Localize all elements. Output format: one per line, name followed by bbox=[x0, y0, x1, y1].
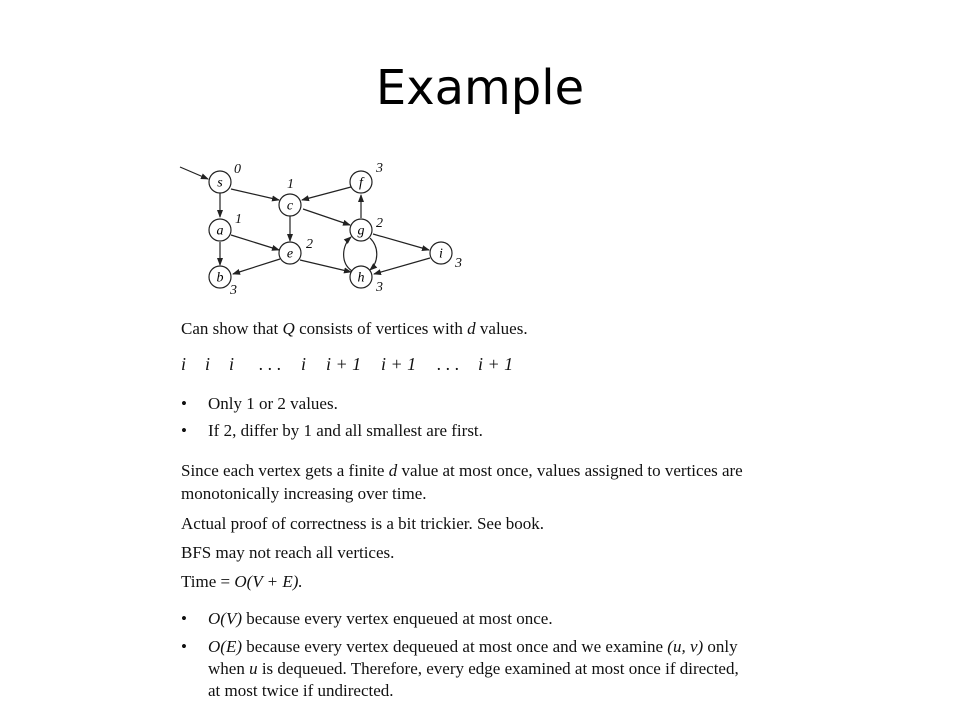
bullet-oe-line3: at most twice if undirected. bbox=[208, 681, 394, 700]
vertex-b bbox=[209, 266, 237, 298]
bullet-oe-line2: when u is dequeued. Therefore, every edge examined at most once if directed, bbox=[208, 659, 739, 678]
edge-i-h bbox=[374, 258, 430, 274]
proof-note: Actual proof of correctness is a bit trickier. See book. bbox=[181, 514, 545, 533]
vertex-distance-label: 3 bbox=[376, 161, 383, 176]
edge-g-i bbox=[373, 234, 429, 250]
vertex-label: c bbox=[286, 198, 294, 214]
edge-e-b bbox=[233, 259, 280, 274]
vertex-label: b bbox=[216, 270, 224, 286]
vertex-distance-label: 2 bbox=[306, 237, 313, 252]
since-statement-line2: monotonically increasing over time. bbox=[181, 484, 427, 503]
vertex-c bbox=[279, 177, 301, 216]
vertex-label: i bbox=[439, 246, 443, 262]
vertex-distance-label: 1 bbox=[287, 177, 294, 192]
vertex-label: e bbox=[286, 246, 294, 262]
vertex-distance-label: 0 bbox=[234, 162, 241, 177]
vertex-h bbox=[350, 266, 383, 295]
edge-s-c bbox=[231, 189, 279, 200]
edge-g-h bbox=[370, 238, 377, 270]
vertex-label: s bbox=[217, 175, 223, 191]
vertex-label: g bbox=[357, 223, 365, 239]
queue-statement: Can show that Q consists of vertices with d values. bbox=[181, 319, 528, 338]
vertex-label: h bbox=[357, 270, 365, 286]
vertex-label: a bbox=[216, 223, 224, 239]
vertex-distance-label: 3 bbox=[376, 280, 383, 295]
edge-f-c bbox=[302, 187, 351, 200]
vertex-f bbox=[350, 161, 383, 193]
vertex-g bbox=[350, 216, 383, 241]
vertex-s bbox=[209, 162, 241, 193]
time-statement: Time = O(V + E). bbox=[181, 572, 303, 591]
edge-a-e bbox=[231, 235, 279, 250]
edge-start-s bbox=[180, 167, 208, 179]
edge-c-g bbox=[303, 209, 350, 225]
bfs-graph-diagram bbox=[170, 155, 470, 305]
vertex-label: f bbox=[359, 175, 363, 191]
edge-e-h bbox=[300, 260, 351, 272]
vertex-distance-label: 3 bbox=[455, 256, 462, 271]
vertex-distance-label: 1 bbox=[235, 212, 242, 227]
vertex-i bbox=[430, 242, 462, 271]
bfs-note: BFS may not reach all vertices. bbox=[181, 543, 395, 562]
vertex-distance-label: 3 bbox=[230, 283, 237, 298]
since-statement: Since each vertex gets a finite d value at most once, values assigned to vertices are bbox=[181, 461, 743, 480]
slide-title: Example bbox=[375, 60, 585, 116]
vertex-distance-label: 2 bbox=[376, 216, 383, 231]
vertex-e bbox=[279, 237, 313, 264]
edge-h-g bbox=[344, 237, 352, 271]
